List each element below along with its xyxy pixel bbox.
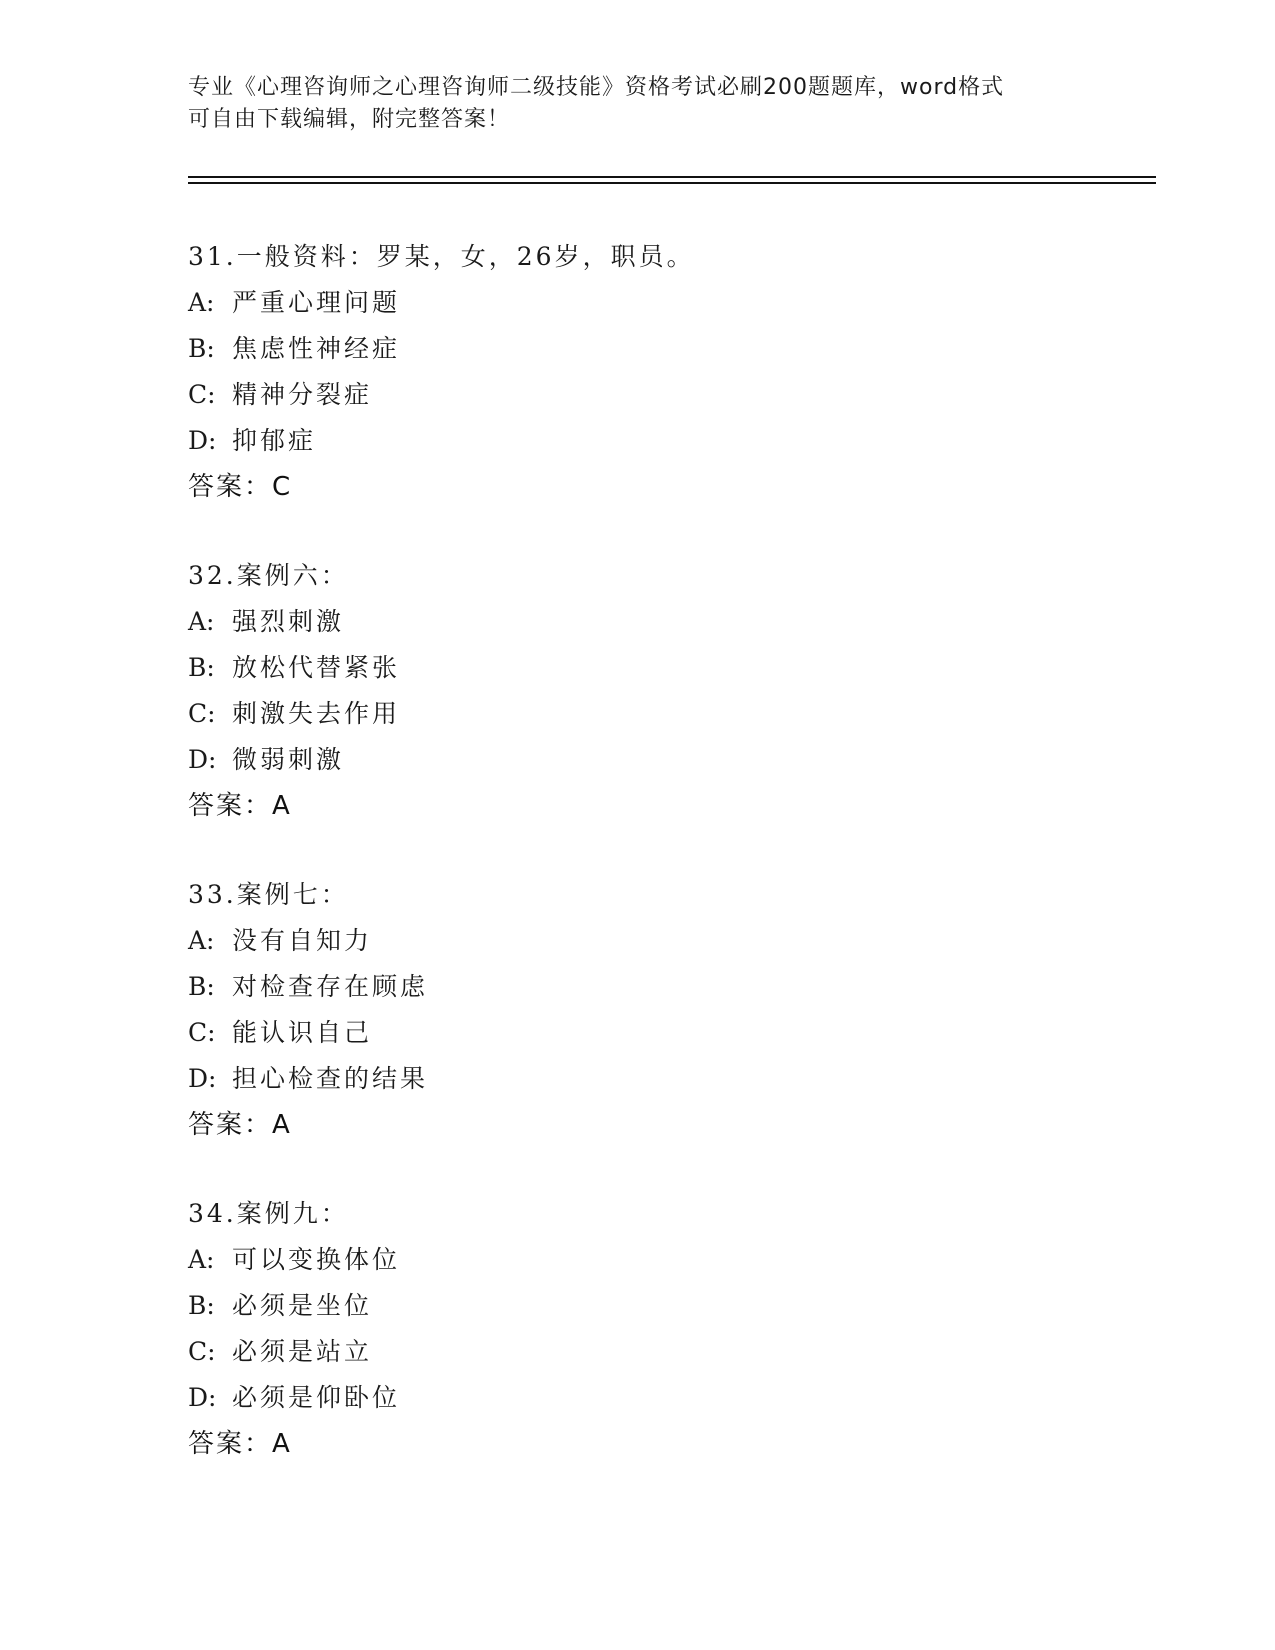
option-text: 放松代替紧张 [232,653,401,682]
option-text: 微弱刺激 [232,745,345,774]
header-divider-bottom [188,182,1156,184]
option-text: 担心检查的结果 [232,1064,429,1093]
option-text: 强烈刺激 [232,607,345,636]
option-text: 可以变换体位 [232,1245,401,1274]
option-b [188,964,1088,1010]
option-text: 严重心理问题 [232,288,401,317]
option-c [188,691,1088,737]
option-text: 对检查存在顾虑 [232,972,429,1001]
question-34 [188,1191,1088,1467]
option-a [188,280,1088,326]
option-letter: D: [188,426,217,455]
answer-label: 答案：A [188,791,292,821]
option-text: 必须是站立 [232,1337,373,1366]
option-text: 刺激失去作用 [232,699,401,728]
option-letter: C: [188,699,216,728]
option-b [188,1283,1088,1329]
question-33 [188,872,1088,1148]
header-title-line-1: 专业《心理咨询师之心理咨询师二级技能》资格考试必刷200题题库，word格式 [188,75,1005,100]
option-c [188,1010,1088,1056]
header-divider-top [188,176,1156,178]
option-b [188,326,1088,372]
option-b [188,645,1088,691]
option-d [188,737,1088,783]
option-text: 精神分裂症 [232,380,373,409]
option-letter: D: [188,1064,217,1093]
option-text: 没有自知力 [232,926,373,955]
document-header [188,72,1088,136]
option-letter: C: [188,380,216,409]
option-letter: D: [188,1383,217,1412]
option-letter: B: [188,334,215,363]
header-title-line-2: 可自由下载编辑，附完整答案！ [188,107,511,132]
option-text: 必须是坐位 [232,1291,373,1320]
option-text: 抑郁症 [232,426,317,455]
option-d [188,1056,1088,1102]
option-letter: C: [188,1337,216,1366]
answer-label: 答案：A [188,1429,292,1459]
option-letter: A: [188,607,215,636]
option-letter: B: [188,1291,215,1320]
question-31 [188,234,1088,510]
option-a [188,599,1088,645]
option-letter: A: [188,926,215,955]
answer-label: 答案：A [188,1110,292,1140]
question-stem: 34.案例九： [188,1199,349,1228]
option-a [188,918,1088,964]
question-32 [188,553,1088,829]
question-stem: 32.案例六： [188,561,349,590]
answer-label: 答案：C [188,472,293,502]
option-c [188,372,1088,418]
option-letter: A: [188,288,215,317]
option-letter: B: [188,972,215,1001]
option-a [188,1237,1088,1283]
option-d [188,1375,1088,1421]
option-letter: C: [188,1018,216,1047]
question-stem: 31.一般资料：罗某，女，26岁，职员。 [188,242,695,271]
option-letter: A: [188,1245,215,1274]
option-d [188,418,1088,464]
option-text: 能认识自己 [232,1018,373,1047]
question-stem: 33.案例七： [188,880,349,909]
option-text: 必须是仰卧位 [232,1383,401,1412]
option-text: 焦虑性神经症 [232,334,401,363]
option-letter: D: [188,745,217,774]
option-c [188,1329,1088,1375]
option-letter: B: [188,653,215,682]
